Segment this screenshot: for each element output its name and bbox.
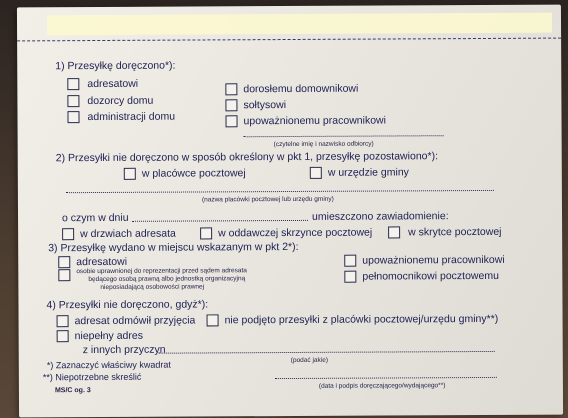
option-label: upoważnionemu pracownikowi bbox=[243, 114, 386, 128]
checkbox bbox=[225, 83, 237, 95]
option-label: adresatowi bbox=[76, 255, 128, 269]
checkbox bbox=[57, 330, 69, 342]
checkbox bbox=[225, 99, 237, 111]
checkbox bbox=[200, 227, 212, 239]
reason-line bbox=[159, 351, 495, 354]
checkbox bbox=[58, 256, 70, 268]
footnote-2: **) Niepotrzebne skreślić bbox=[42, 371, 142, 383]
office-caption: (nazwa placówki pocztowej lub urzędu gminy) bbox=[201, 195, 334, 204]
office-name-line bbox=[66, 190, 494, 193]
option-label: osobie uprawnionej do reprezentacji przed sądem adresata bbox=[76, 267, 247, 276]
option-label: dozorcy domu bbox=[87, 94, 154, 108]
option-label: sołtysowi bbox=[243, 99, 287, 112]
date-line bbox=[132, 220, 308, 222]
option-label: upoważnionemu pracownikowi bbox=[362, 253, 505, 267]
option-label: adresatowi bbox=[87, 77, 139, 91]
section-2-title: 2) Przesyłki nie doręczono w sposób określony w pkt 1, przesyłkę pozostawiono*): bbox=[55, 150, 439, 165]
option-label: w urzędzie gminy bbox=[327, 166, 409, 179]
option-label: pełnomocnikowi pocztowemu bbox=[362, 269, 499, 283]
checkbox bbox=[62, 228, 74, 240]
form-sheet bbox=[17, 5, 563, 418]
option-label: niepełny adres bbox=[74, 329, 143, 343]
checkbox bbox=[388, 226, 400, 238]
checkbox bbox=[225, 115, 237, 127]
recipient-name-line bbox=[244, 135, 444, 137]
checkbox bbox=[344, 271, 356, 283]
option-label: w drzwiach adresata bbox=[80, 227, 176, 241]
checkbox bbox=[57, 315, 69, 327]
option-label: adresat odmówił przyjęcia bbox=[74, 314, 196, 328]
checkbox bbox=[207, 314, 219, 326]
option-label: nie podjęto przesyłki z placówki pocztowej/urzędu gminy**) bbox=[224, 312, 499, 327]
notice-suffix: umieszczono zawiadomienie: bbox=[311, 210, 449, 223]
checkbox bbox=[67, 78, 79, 90]
option-label: dorosłemu domownikowi bbox=[243, 82, 359, 96]
signature-line bbox=[275, 377, 497, 379]
perforation-line bbox=[17, 38, 561, 42]
section-1-title: 1) Przesyłkę doręczono*): bbox=[55, 59, 176, 73]
option-label: w skrytce pocztowej bbox=[408, 225, 502, 239]
option-label: w placówce pocztowej bbox=[141, 167, 246, 180]
checkbox bbox=[67, 95, 79, 107]
option-label: w oddawczej skrzynce pocztowej bbox=[218, 226, 373, 240]
section-3-title: 3) Przesyłkę wydano w miejscu wskazanym w pkt 2*): bbox=[48, 240, 299, 255]
checkbox bbox=[310, 167, 322, 179]
option-label: administracji domu bbox=[87, 110, 176, 124]
section-4-title: 4) Przesyłki nie doręczono, gdyż*): bbox=[46, 298, 209, 312]
footnote-1: *) Zaznaczyć właściwy kwadrat bbox=[46, 359, 171, 371]
option-label: z innych przyczyn bbox=[82, 343, 166, 357]
checkbox bbox=[67, 111, 79, 123]
option-label: będącego osobą prawną albo jednostką organizacyjną bbox=[88, 275, 246, 284]
signature-caption: (data i podpis doręczającego/wydającego**) bbox=[318, 382, 446, 390]
checkbox bbox=[124, 168, 136, 180]
reason-caption: (podać jakie) bbox=[290, 356, 329, 364]
yellow-strip bbox=[47, 13, 552, 36]
option-label: nieposiadającą osobowości prawnej bbox=[100, 283, 205, 291]
checkbox bbox=[344, 255, 356, 267]
notice-prefix: o czym w dniu bbox=[62, 211, 129, 225]
checkbox bbox=[58, 269, 70, 281]
recipient-caption: (czytelne imię i nazwisko odbiorcy) bbox=[273, 140, 374, 149]
form-code: MS/C og. 3 bbox=[54, 387, 91, 395]
